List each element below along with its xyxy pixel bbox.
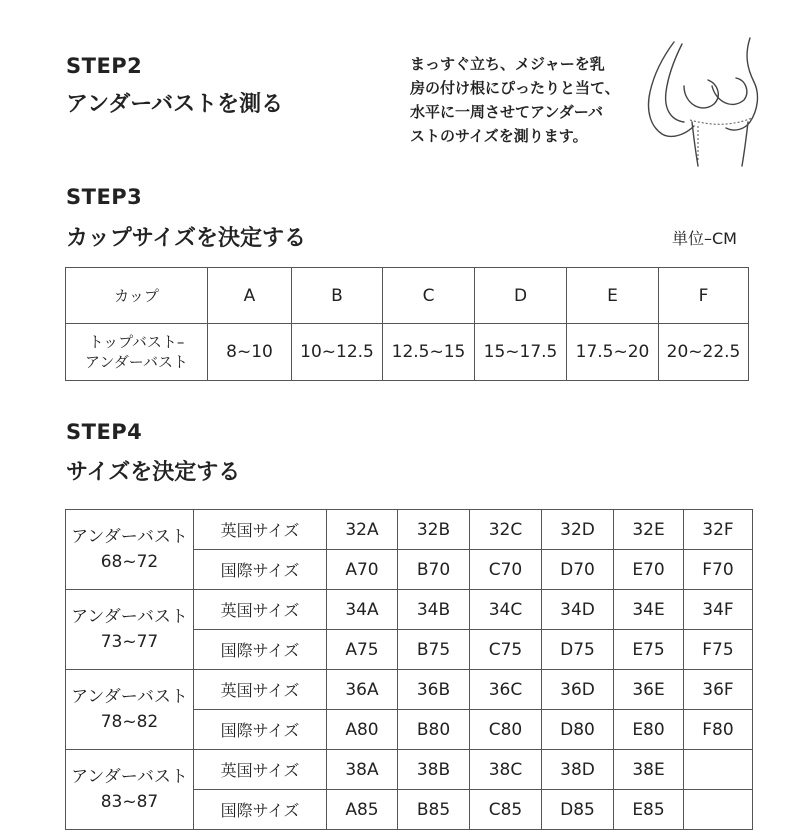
underbust-range: 68~72 xyxy=(100,551,159,572)
step2-label: STEP2 xyxy=(66,54,143,78)
cup-letter: C xyxy=(383,268,475,324)
size-cell: A70 xyxy=(327,550,398,590)
underbust-label: アンダーバスト xyxy=(71,766,188,787)
cup-size-table xyxy=(65,267,749,381)
underbust-label: アンダーバスト xyxy=(71,686,188,707)
step3-title: カップサイズを決定する xyxy=(66,226,307,251)
size-cell xyxy=(684,790,753,830)
description-line: ストのサイズを測ります。 xyxy=(410,127,588,145)
description-line: 房の付け根にぴったりと当て、 xyxy=(410,79,620,97)
size-cell: 36A xyxy=(327,670,398,710)
size-cell: 32F xyxy=(684,510,753,550)
size-cell: 34C xyxy=(470,590,542,630)
size-cell: D70 xyxy=(542,550,614,590)
cup-letter: B xyxy=(292,268,383,324)
difference-value: 10~12.5 xyxy=(292,324,383,381)
cup-header-label: カップ xyxy=(66,268,208,324)
size-cell: 36D xyxy=(542,670,614,710)
size-cell: F75 xyxy=(684,630,753,670)
size-cell: F70 xyxy=(684,550,753,590)
underbust-group xyxy=(66,750,194,830)
size-cell: 38B xyxy=(398,750,470,790)
cup-letter: D xyxy=(475,268,567,324)
size-cell: 34D xyxy=(542,590,614,630)
difference-label-line: アンダーバスト xyxy=(84,353,189,371)
cup-letter: F xyxy=(659,268,749,324)
size-cell: C80 xyxy=(470,710,542,750)
size-type-label: 英国サイズ xyxy=(194,590,327,630)
step3-label: STEP3 xyxy=(66,185,143,209)
size-cell: A75 xyxy=(327,630,398,670)
size-type-label: 国際サイズ xyxy=(194,790,327,830)
size-cell: 36B xyxy=(398,670,470,710)
size-type-label: 国際サイズ xyxy=(194,630,327,670)
size-cell: E70 xyxy=(614,550,684,590)
size-cell: 34F xyxy=(684,590,753,630)
size-cell: D80 xyxy=(542,710,614,750)
underbust-range: 78~82 xyxy=(100,711,159,732)
size-cell: 32E xyxy=(614,510,684,550)
difference-value: 15~17.5 xyxy=(475,324,567,381)
underbust-label: アンダーバスト xyxy=(71,606,188,627)
uk-size-row xyxy=(66,590,753,630)
difference-label xyxy=(66,324,208,381)
size-cell: D75 xyxy=(542,630,614,670)
cup-letter: A xyxy=(208,268,292,324)
cup-letter: E xyxy=(567,268,659,324)
difference-value: 17.5~20 xyxy=(567,324,659,381)
cup-header-row xyxy=(66,268,749,324)
size-cell: B70 xyxy=(398,550,470,590)
size-cell: 36C xyxy=(470,670,542,710)
size-type-label: 英国サイズ xyxy=(194,750,327,790)
size-cell: A80 xyxy=(327,710,398,750)
size-cell: 32D xyxy=(542,510,614,550)
step2-description xyxy=(410,52,640,148)
step2-title: アンダーバストを測る xyxy=(66,92,284,117)
size-type-label: 英国サイズ xyxy=(194,670,327,710)
size-cell: 36F xyxy=(684,670,753,710)
size-cell: B75 xyxy=(398,630,470,670)
unit-label: 単位–CM xyxy=(672,229,737,248)
size-cell: 34A xyxy=(327,590,398,630)
size-cell: 38D xyxy=(542,750,614,790)
underbust-range: 73~77 xyxy=(100,631,159,652)
size-type-label: 英国サイズ xyxy=(194,510,327,550)
underbust-range: 83~87 xyxy=(100,791,159,812)
uk-size-row xyxy=(66,670,753,710)
size-type-label: 国際サイズ xyxy=(194,550,327,590)
measuring-figure-illustration xyxy=(632,30,772,170)
underbust-group xyxy=(66,510,194,590)
size-type-label: 国際サイズ xyxy=(194,710,327,750)
size-cell: 38A xyxy=(327,750,398,790)
difference-value: 12.5~15 xyxy=(383,324,475,381)
size-cell: 32A xyxy=(327,510,398,550)
size-cell: E80 xyxy=(614,710,684,750)
size-cell xyxy=(684,750,753,790)
underbust-group xyxy=(66,590,194,670)
description-line: 水平に一周させてアンダーバ xyxy=(410,103,604,121)
size-cell: A85 xyxy=(327,790,398,830)
size-cell: D85 xyxy=(542,790,614,830)
size-cell: E75 xyxy=(614,630,684,670)
difference-label-line: トップバスト– xyxy=(88,333,185,351)
description-line: まっすぐ立ち、メジャーを乳 xyxy=(410,55,605,73)
size-cell: C70 xyxy=(470,550,542,590)
size-cell: 32C xyxy=(470,510,542,550)
size-cell: E85 xyxy=(614,790,684,830)
size-cell: 38C xyxy=(470,750,542,790)
uk-size-row xyxy=(66,750,753,790)
size-cell: B80 xyxy=(398,710,470,750)
underbust-group xyxy=(66,670,194,750)
size-cell: 38E xyxy=(614,750,684,790)
size-cell: 36E xyxy=(614,670,684,710)
step4-title: サイズを決定する xyxy=(66,460,241,485)
size-cell: 34B xyxy=(398,590,470,630)
size-cell: B85 xyxy=(398,790,470,830)
cup-difference-row xyxy=(66,324,749,381)
size-cell: 34E xyxy=(614,590,684,630)
difference-value: 20~22.5 xyxy=(659,324,749,381)
size-cell: C75 xyxy=(470,630,542,670)
step4-label: STEP4 xyxy=(66,420,143,444)
size-cell: C85 xyxy=(470,790,542,830)
underbust-label: アンダーバスト xyxy=(71,526,188,547)
uk-size-row xyxy=(66,510,753,550)
size-cell: F80 xyxy=(684,710,753,750)
size-cell: 32B xyxy=(398,510,470,550)
difference-value: 8~10 xyxy=(208,324,292,381)
size-conversion-table xyxy=(65,509,753,830)
